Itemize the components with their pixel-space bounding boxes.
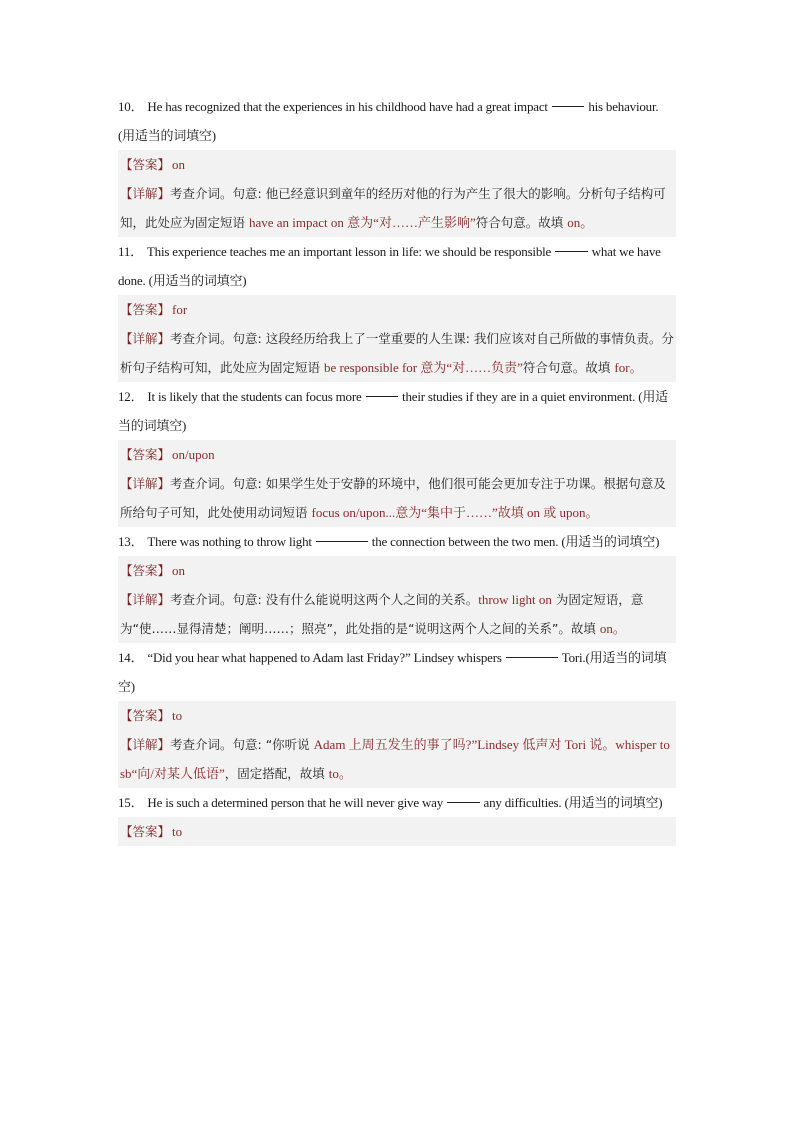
question-text-after: the connection between the two men. (用适当的词填空): [371, 534, 660, 549]
fill-in-blank: [552, 92, 585, 107]
answer-box: [118, 295, 676, 382]
detail-text: focus on/upon...意为“集中于……”故填 on 或 upon。: [311, 505, 599, 520]
answer-value: for: [172, 302, 188, 317]
detail-line: [118, 730, 676, 788]
question-1: [118, 237, 676, 295]
question-number: 12．: [118, 389, 144, 404]
answer-tag: 【答案】: [120, 708, 171, 723]
answer-box: [118, 440, 676, 527]
detail-text: 考查介词。句意: 这段经历给我上了一堂重要的人生课: 我们应该对自己所做的事情负责。分析句子结构可知，此处应为固定短语: [120, 331, 674, 375]
question-2: [118, 382, 676, 440]
question-4: [118, 643, 676, 701]
detail-text: on。: [567, 215, 594, 230]
answer-value: on: [172, 157, 186, 172]
detail-line: [118, 324, 676, 382]
answer-value: on: [172, 563, 186, 578]
answer-line: [118, 440, 676, 469]
question-text-after: their studies if they are in a quiet environment. (用适当的词填空): [118, 389, 668, 433]
question-text-after: any difficulties. (用适当的词填空): [483, 795, 663, 810]
answer-tag: 【答案】: [120, 302, 171, 317]
question-5: [118, 788, 676, 817]
answer-tag: 【答案】: [120, 447, 171, 462]
fill-in-blank: [506, 643, 558, 658]
question-text-after: Tori.(用适当的词填空): [118, 650, 667, 694]
question-text: There was nothing to throw light: [147, 534, 312, 549]
detail-line: [118, 585, 676, 643]
answer-box: [118, 150, 676, 237]
answer-line: [118, 295, 676, 324]
question-text: It is likely that the students can focus more: [147, 389, 362, 404]
question-3: [118, 527, 676, 556]
detail-text: 考查介词。句意: 如果学生处于安静的环境中，他们很可能会更加专注于功课。根据句意及所给句子可知，此处使用动词短语: [120, 476, 666, 520]
detail-tag: 【详解】: [120, 331, 171, 346]
detail-text: have an impact on 意为“对……产生影响”: [248, 215, 476, 230]
detail-text: throw light on: [478, 592, 552, 607]
fill-in-blank: [366, 382, 399, 397]
question-text-after: what we have done. (用适当的词填空): [118, 244, 661, 288]
question-number: 14．: [118, 650, 144, 665]
question-text: He is such a determined person that he will never give way: [147, 795, 444, 810]
detail-tag: 【详解】: [120, 737, 171, 752]
detail-text: 考查介词。句意: 没有什么能说明这两个人之间的关系。: [170, 592, 479, 607]
detail-text: 为固定短语，意为“使……显得清楚；阐明……；照亮”，此处指的是“说明这两个人之间的关系”。故填: [120, 592, 644, 636]
question-number: 10．: [118, 99, 144, 114]
question-text: This experience teaches me an important lesson in life: we should be responsible: [146, 244, 552, 259]
detail-text: to。: [328, 766, 352, 781]
detail-text: 考查介词。句意: 他已经意识到童年的经历对他的行为产生了很大的影响。分析句子结构可知，此处应为固定短语: [120, 186, 666, 230]
question-0: [118, 92, 676, 150]
answer-box: [118, 817, 676, 846]
detail-line: [118, 179, 676, 237]
fill-in-blank: [316, 527, 368, 542]
answer-value: on/upon: [172, 447, 215, 462]
document-page: [118, 92, 676, 846]
detail-text: ，固定搭配，故填: [224, 766, 329, 781]
fill-in-blank: [447, 788, 480, 803]
question-text: “Did you hear what happened to Adam last Friday?” Lindsey whispers: [147, 650, 502, 665]
detail-text: Adam 上周五发生的事了吗?”Lindsey 低声对 Tori 说。whisper to sb“向/对某人低语”: [120, 737, 670, 781]
answer-line: [118, 556, 676, 585]
detail-text: be responsible for 意为“对……负责”: [323, 360, 523, 375]
answer-tag: 【答案】: [120, 563, 171, 578]
answer-value: to: [172, 708, 183, 723]
question-text-after: his behaviour. (用适当的词填空): [118, 99, 659, 143]
detail-text: for。: [614, 360, 643, 375]
answer-line: [118, 701, 676, 730]
detail-tag: 【详解】: [120, 476, 171, 491]
answer-line: [118, 150, 676, 179]
fill-in-blank: [555, 237, 588, 252]
answer-box: [118, 556, 676, 643]
answer-tag: 【答案】: [120, 157, 171, 172]
detail-text: 考查介词。句意: “你听说: [170, 737, 314, 752]
detail-text: on。: [599, 621, 626, 636]
question-text: He has recognized that the experiences in his childhood have had a great impact: [147, 99, 548, 114]
question-number: 11．: [118, 244, 143, 259]
detail-tag: 【详解】: [120, 592, 171, 607]
answer-line: [118, 817, 676, 846]
detail-text: 符合句意。故填: [522, 360, 615, 375]
detail-text: 符合句意。故填: [475, 215, 568, 230]
answer-value: to: [172, 824, 183, 839]
answer-box: [118, 701, 676, 788]
detail-line: [118, 469, 676, 527]
question-number: 15．: [118, 795, 144, 810]
question-number: 13．: [118, 534, 144, 549]
answer-tag: 【答案】: [120, 824, 171, 839]
detail-tag: 【详解】: [120, 186, 171, 201]
